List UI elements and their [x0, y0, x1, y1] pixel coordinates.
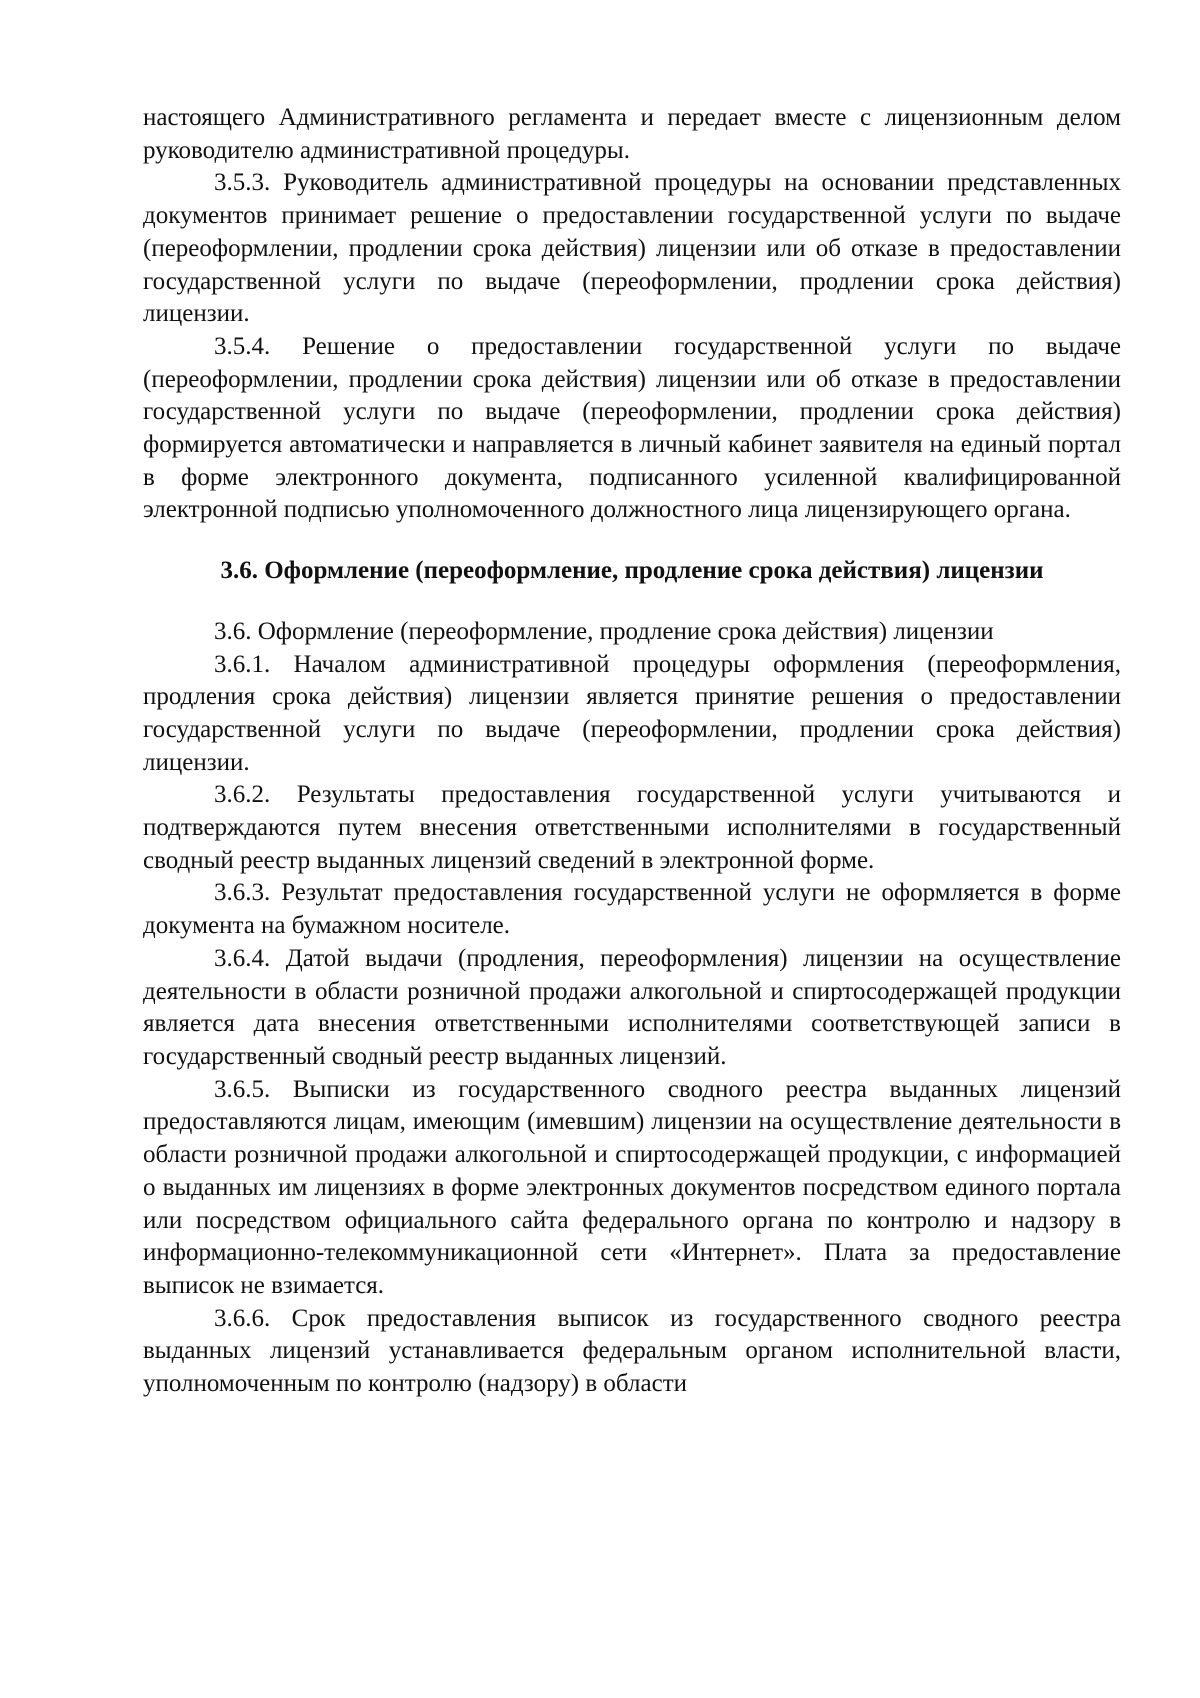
paragraph-3-5-3: 3.5.3. Руководитель административной процедуры на основании представленных документов принимает решение о предоставлении государственной услуги по выдаче (переоформлении, продлении срока действия) лицензии или об отказе в предоставлении государственной услуги по выдаче (переоформлении, продлении срока действия) лицензии.: [143, 169, 1121, 328]
paragraph-3-6-1: 3.6.1. Началом административной процедуры оформления (переоформления, продления срока действия) лицензии является принятие решения о предоставлении государственной услуги по выдаче (переоформлении, продлении срока действия) лицензии.: [143, 650, 1121, 776]
section-heading-3-6: 3.6. Оформление (переоформление, продление срока действия) лицензии: [220, 557, 1044, 585]
paragraph-3-6-3: 3.6.3. Результат предоставления государственной услуги не оформляется в форме документа на бумажном носителе.: [143, 879, 1121, 940]
paragraph-3-6-2: 3.6.2. Результаты предоставления государственной услуги учитываются и подтверждаются путем внесения ответственными исполнителями в государственный сводный реестр выданных лицензий сведений в электронной форме.: [143, 781, 1121, 874]
paragraph-3-6-4: 3.6.4. Датой выдачи (продления, переоформления) лицензии на осуществление деятельности в области розничной продажи алкогольной и спиртосодержащей продукции является дата внесения ответственными исполнителями соответствующей записи в государственный сводный реестр выданных лицензий.: [143, 944, 1121, 1070]
paragraph-3-6-5: 3.6.5. Выписки из государственного сводного реестра выданных лицензий предоставляются лицам, имеющим (имевшим) лицензии на осуществление деятельности в области розничной продажи алкогольной и спиртосодержащей продукции, с информацией о выданных им лицензиях в форме электронных документов посредством единого портала или посредством официального сайта федерального органа по контролю и надзору в информационно-телекоммуникационной сети «Интернет». Плата за предоставление выписок не взимается.: [143, 1075, 1121, 1299]
paragraph-continuation: настоящего Административного регламента и передает вместе с лицензионным делом руководителю административной процедуры.: [143, 104, 1121, 164]
document-page: [143, 102, 1121, 1401]
paragraph-3-6: 3.6. Оформление (переоформление, продление срока действия) лицензии: [214, 617, 994, 645]
paragraph-3-5-4: 3.5.4. Решение о предоставлении государственной услуги по выдаче (переоформлении, продлении срока действия) лицензии или об отказе в предоставлении государственной услуги по выдаче (переоформлении, продлении срока действия) формируется автоматически и направляется в личный кабинет заявителя на единый портал в форме электронного документа, подписанного усиленной квалифицированной электронной подписью уполномоченного должностного лица лицензирующего органа.: [143, 332, 1121, 524]
paragraph-3-6-6: 3.6.6. Срок предоставления выписок из государственного сводного реестра выданных лицензий устанавливается федеральным органом исполнительной власти, уполномоченным по контролю (надзору) в области: [143, 1304, 1121, 1398]
